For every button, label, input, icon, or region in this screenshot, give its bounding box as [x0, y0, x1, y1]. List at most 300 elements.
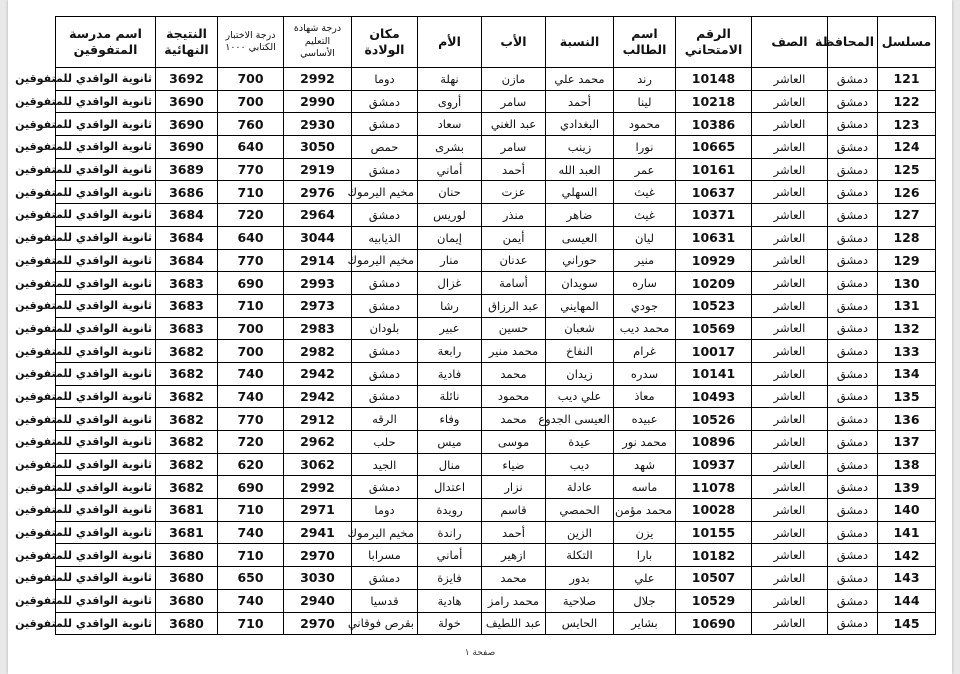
- cell-school-name: ثانوية الواقدي للمتفوقين: [56, 340, 156, 363]
- cell-school-name: ثانوية الواقدي للمتفوقين: [56, 272, 156, 295]
- cell-serial: 137: [878, 431, 936, 454]
- cell-governorate: دمشق: [828, 476, 878, 499]
- cell-grade: العاشر: [752, 385, 828, 408]
- cell-basic-cert-score: 2973: [284, 294, 352, 317]
- header-father: الأب: [482, 17, 546, 68]
- cell-serial: 142: [878, 544, 936, 567]
- cell-governorate: دمشق: [828, 136, 878, 159]
- table-row: [56, 317, 936, 340]
- document-page: [8, 0, 952, 674]
- cell-exam-number: 10182: [676, 544, 752, 567]
- cell-basic-cert-score: 2992: [284, 476, 352, 499]
- cell-governorate: دمشق: [828, 612, 878, 635]
- cell-serial: 124: [878, 136, 936, 159]
- cell-exam-number: 10929: [676, 249, 752, 272]
- cell-serial: 130: [878, 272, 936, 295]
- cell-governorate: دمشق: [828, 68, 878, 91]
- cell-father: أحمد: [482, 158, 546, 181]
- cell-student-name: غيث: [614, 204, 676, 227]
- cell-birthplace: مسرابا: [352, 544, 418, 567]
- cell-basic-cert-score: 3044: [284, 226, 352, 249]
- cell-mother: نائلة: [418, 385, 482, 408]
- cell-birthplace: حلب: [352, 431, 418, 454]
- cell-school-name: ثانوية الواقدي للمتفوقين: [56, 362, 156, 385]
- cell-grade: العاشر: [752, 113, 828, 136]
- cell-serial: 123: [878, 113, 936, 136]
- table-row: [56, 181, 936, 204]
- cell-mother: لوريس: [418, 204, 482, 227]
- cell-birthplace: قدسيا: [352, 589, 418, 612]
- table-row: [56, 499, 936, 522]
- cell-written-exam-score: 770: [218, 158, 284, 181]
- header-exam-number: الرقم الامتحاني: [676, 17, 752, 68]
- cell-student-name: محمد نور: [614, 431, 676, 454]
- header-mother: الأم: [418, 17, 482, 68]
- cell-father: عبد الغني: [482, 113, 546, 136]
- cell-birthplace: دمشق: [352, 340, 418, 363]
- cell-birthplace: الذيابيه: [352, 226, 418, 249]
- cell-father: أيمن: [482, 226, 546, 249]
- cell-surname: العيسى الجدوع: [546, 408, 614, 431]
- header-student-name: اسم الطالب: [614, 17, 676, 68]
- cell-mother: أماني: [418, 158, 482, 181]
- cell-basic-cert-score: 3050: [284, 136, 352, 159]
- cell-school-name: ثانوية الواقدي للمتفوقين: [56, 181, 156, 204]
- cell-student-name: محمد مؤمن: [614, 499, 676, 522]
- cell-birthplace: مخيم اليرموك: [352, 249, 418, 272]
- cell-birthplace: دمشق: [352, 113, 418, 136]
- cell-exam-number: 10141: [676, 362, 752, 385]
- cell-serial: 141: [878, 521, 936, 544]
- cell-exam-number: 11078: [676, 476, 752, 499]
- cell-basic-cert-score: 2983: [284, 317, 352, 340]
- cell-student-name: لينا: [614, 90, 676, 113]
- table-row: [56, 589, 936, 612]
- cell-basic-cert-score: 2930: [284, 113, 352, 136]
- cell-basic-cert-score: 2962: [284, 431, 352, 454]
- cell-written-exam-score: 740: [218, 589, 284, 612]
- table-row: [56, 612, 936, 635]
- cell-father: محمد رامز: [482, 589, 546, 612]
- cell-written-exam-score: 740: [218, 385, 284, 408]
- cell-father: أسامة: [482, 272, 546, 295]
- cell-governorate: دمشق: [828, 589, 878, 612]
- header-written-exam-score: درجة الاختبار الكتابي ١٠٠٠: [218, 17, 284, 68]
- cell-written-exam-score: 710: [218, 294, 284, 317]
- cell-student-name: ليان: [614, 226, 676, 249]
- cell-basic-cert-score: 2990: [284, 90, 352, 113]
- cell-final-result: 3682: [156, 340, 218, 363]
- cell-basic-cert-score: 2941: [284, 521, 352, 544]
- cell-basic-cert-score: 2914: [284, 249, 352, 272]
- cell-mother: غزال: [418, 272, 482, 295]
- cell-birthplace: دمشق: [352, 567, 418, 590]
- cell-governorate: دمشق: [828, 317, 878, 340]
- cell-exam-number: 10148: [676, 68, 752, 91]
- cell-surname: ديب: [546, 453, 614, 476]
- cell-birthplace: بلودان: [352, 317, 418, 340]
- cell-father: قاسم: [482, 499, 546, 522]
- cell-student-name: بشاير: [614, 612, 676, 635]
- cell-student-name: عمر: [614, 158, 676, 181]
- cell-birthplace: دمشق: [352, 476, 418, 499]
- cell-final-result: 3682: [156, 385, 218, 408]
- cell-birthplace: دمشق: [352, 272, 418, 295]
- cell-mother: ميس: [418, 431, 482, 454]
- cell-serial: 140: [878, 499, 936, 522]
- cell-father: مازن: [482, 68, 546, 91]
- cell-serial: 132: [878, 317, 936, 340]
- cell-final-result: 3682: [156, 476, 218, 499]
- cell-mother: منال: [418, 453, 482, 476]
- header-surname: النسبة: [546, 17, 614, 68]
- cell-governorate: دمشق: [828, 340, 878, 363]
- cell-surname: علي ديب: [546, 385, 614, 408]
- cell-grade: العاشر: [752, 476, 828, 499]
- cell-written-exam-score: 690: [218, 272, 284, 295]
- cell-written-exam-score: 760: [218, 113, 284, 136]
- cell-grade: العاشر: [752, 136, 828, 159]
- cell-basic-cert-score: 2992: [284, 68, 352, 91]
- cell-birthplace: دمشق: [352, 158, 418, 181]
- table-row: [56, 158, 936, 181]
- cell-final-result: 3681: [156, 521, 218, 544]
- cell-final-result: 3683: [156, 294, 218, 317]
- cell-father: عزت: [482, 181, 546, 204]
- cell-surname: صلاحية: [546, 589, 614, 612]
- cell-father: ازهير: [482, 544, 546, 567]
- cell-exam-number: 10529: [676, 589, 752, 612]
- cell-written-exam-score: 640: [218, 226, 284, 249]
- cell-basic-cert-score: 2970: [284, 612, 352, 635]
- cell-school-name: ثانوية الواقدي للمتفوقين: [56, 136, 156, 159]
- cell-student-name: غيث: [614, 181, 676, 204]
- cell-school-name: ثانوية الواقدي للمتفوقين: [56, 385, 156, 408]
- cell-serial: 121: [878, 68, 936, 91]
- cell-father: عدنان: [482, 249, 546, 272]
- cell-mother: رشا: [418, 294, 482, 317]
- cell-exam-number: 10896: [676, 431, 752, 454]
- cell-student-name: نورا: [614, 136, 676, 159]
- cell-written-exam-score: 650: [218, 567, 284, 590]
- cell-school-name: ثانوية الواقدي للمتفوقين: [56, 589, 156, 612]
- cell-governorate: دمشق: [828, 431, 878, 454]
- cell-grade: العاشر: [752, 272, 828, 295]
- cell-governorate: دمشق: [828, 408, 878, 431]
- results-table: [15, 16, 936, 635]
- table-row: [56, 408, 936, 431]
- cell-mother: أروى: [418, 90, 482, 113]
- cell-serial: 126: [878, 181, 936, 204]
- cell-exam-number: 10526: [676, 408, 752, 431]
- cell-birthplace: دمشق: [352, 362, 418, 385]
- cell-exam-number: 10386: [676, 113, 752, 136]
- header-grade: الصف: [752, 17, 828, 68]
- table-row: [56, 113, 936, 136]
- cell-student-name: محمود: [614, 113, 676, 136]
- table-row: [56, 294, 936, 317]
- cell-governorate: دمشق: [828, 499, 878, 522]
- cell-exam-number: 10028: [676, 499, 752, 522]
- cell-birthplace: دمشق: [352, 385, 418, 408]
- cell-grade: العاشر: [752, 408, 828, 431]
- table-row: [56, 272, 936, 295]
- cell-basic-cert-score: 2940: [284, 589, 352, 612]
- cell-written-exam-score: 770: [218, 408, 284, 431]
- cell-father: سامر: [482, 90, 546, 113]
- cell-written-exam-score: 710: [218, 544, 284, 567]
- cell-father: عبد اللطيف: [482, 612, 546, 635]
- cell-surname: أحمد: [546, 90, 614, 113]
- cell-student-name: شهد: [614, 453, 676, 476]
- cell-final-result: 3680: [156, 612, 218, 635]
- table-row: [56, 68, 936, 91]
- cell-serial: 135: [878, 385, 936, 408]
- cell-exam-number: 10155: [676, 521, 752, 544]
- cell-written-exam-score: 710: [218, 612, 284, 635]
- cell-grade: العاشر: [752, 226, 828, 249]
- page-number: صفحة ١: [464, 648, 496, 658]
- cell-final-result: 3686: [156, 181, 218, 204]
- table-row: [56, 136, 936, 159]
- table-header-row: [56, 17, 936, 68]
- cell-exam-number: 10017: [676, 340, 752, 363]
- header-birthplace: مكان الولادة: [352, 17, 418, 68]
- cell-written-exam-score: 740: [218, 521, 284, 544]
- cell-exam-number: 10637: [676, 181, 752, 204]
- cell-written-exam-score: 700: [218, 340, 284, 363]
- cell-final-result: 3682: [156, 362, 218, 385]
- cell-birthplace: مخيم اليرموك: [352, 181, 418, 204]
- cell-serial: 122: [878, 90, 936, 113]
- cell-school-name: ثانوية الواقدي للمتفوقين: [56, 294, 156, 317]
- cell-student-name: ساره: [614, 272, 676, 295]
- cell-grade: العاشر: [752, 90, 828, 113]
- cell-basic-cert-score: 2964: [284, 204, 352, 227]
- cell-grade: العاشر: [752, 544, 828, 567]
- cell-school-name: ثانوية الواقدي للمتفوقين: [56, 317, 156, 340]
- cell-exam-number: 10493: [676, 385, 752, 408]
- table-row: [56, 249, 936, 272]
- cell-basic-cert-score: 2970: [284, 544, 352, 567]
- cell-governorate: دمشق: [828, 181, 878, 204]
- cell-surname: شعبان: [546, 317, 614, 340]
- cell-grade: العاشر: [752, 249, 828, 272]
- cell-school-name: ثانوية الواقدي للمتفوقين: [56, 158, 156, 181]
- cell-final-result: 3682: [156, 408, 218, 431]
- cell-father: محمد منير: [482, 340, 546, 363]
- cell-written-exam-score: 640: [218, 136, 284, 159]
- cell-father: محمد: [482, 362, 546, 385]
- cell-father: نزار: [482, 476, 546, 499]
- table-row: [56, 453, 936, 476]
- table-row: [56, 567, 936, 590]
- cell-grade: العاشر: [752, 612, 828, 635]
- cell-father: موسى: [482, 431, 546, 454]
- cell-school-name: ثانوية الواقدي للمتفوقين: [56, 453, 156, 476]
- cell-final-result: 3690: [156, 90, 218, 113]
- cell-written-exam-score: 720: [218, 204, 284, 227]
- cell-written-exam-score: 700: [218, 317, 284, 340]
- cell-governorate: دمشق: [828, 544, 878, 567]
- cell-surname: العيسى: [546, 226, 614, 249]
- cell-student-name: محمد ديب: [614, 317, 676, 340]
- cell-school-name: ثانوية الواقدي للمتفوقين: [56, 90, 156, 113]
- cell-father: محمود: [482, 385, 546, 408]
- cell-school-name: ثانوية الواقدي للمتفوقين: [56, 249, 156, 272]
- cell-birthplace: دمشق: [352, 90, 418, 113]
- cell-school-name: ثانوية الواقدي للمتفوقين: [56, 408, 156, 431]
- cell-student-name: جلال: [614, 589, 676, 612]
- cell-written-exam-score: 700: [218, 90, 284, 113]
- cell-surname: الحايس: [546, 612, 614, 635]
- cell-school-name: ثانوية الواقدي للمتفوقين: [56, 499, 156, 522]
- cell-student-name: علي: [614, 567, 676, 590]
- cell-mother: رابعة: [418, 340, 482, 363]
- cell-grade: العاشر: [752, 340, 828, 363]
- table-row: [56, 204, 936, 227]
- cell-surname: عيدة: [546, 431, 614, 454]
- table-row: [56, 521, 936, 544]
- cell-grade: العاشر: [752, 294, 828, 317]
- cell-father: محمد: [482, 408, 546, 431]
- cell-written-exam-score: 740: [218, 362, 284, 385]
- cell-final-result: 3690: [156, 136, 218, 159]
- cell-basic-cert-score: 2919: [284, 158, 352, 181]
- cell-surname: المهايني: [546, 294, 614, 317]
- cell-exam-number: 10523: [676, 294, 752, 317]
- cell-surname: النفاخ: [546, 340, 614, 363]
- cell-serial: 143: [878, 567, 936, 590]
- cell-father: سامر: [482, 136, 546, 159]
- cell-final-result: 3680: [156, 544, 218, 567]
- cell-father: أحمد: [482, 521, 546, 544]
- cell-school-name: ثانوية الواقدي للمتفوقين: [56, 544, 156, 567]
- cell-school-name: ثانوية الواقدي للمتفوقين: [56, 68, 156, 91]
- cell-grade: العاشر: [752, 499, 828, 522]
- cell-written-exam-score: 620: [218, 453, 284, 476]
- cell-basic-cert-score: 2942: [284, 385, 352, 408]
- cell-father: محمد: [482, 567, 546, 590]
- cell-mother: حنان: [418, 181, 482, 204]
- cell-serial: 144: [878, 589, 936, 612]
- cell-governorate: دمشق: [828, 294, 878, 317]
- cell-final-result: 3682: [156, 431, 218, 454]
- cell-student-name: عبيده: [614, 408, 676, 431]
- cell-governorate: دمشق: [828, 453, 878, 476]
- cell-surname: سويدان: [546, 272, 614, 295]
- cell-final-result: 3683: [156, 272, 218, 295]
- cell-governorate: دمشق: [828, 113, 878, 136]
- cell-basic-cert-score: 2942: [284, 362, 352, 385]
- cell-mother: إيمان: [418, 226, 482, 249]
- cell-exam-number: 10371: [676, 204, 752, 227]
- cell-serial: 134: [878, 362, 936, 385]
- cell-exam-number: 10218: [676, 90, 752, 113]
- cell-surname: بدور: [546, 567, 614, 590]
- cell-student-name: غرام: [614, 340, 676, 363]
- header-school-name: اسم مدرسة المتفوقين: [56, 17, 156, 68]
- cell-written-exam-score: 690: [218, 476, 284, 499]
- cell-surname: التكلة: [546, 544, 614, 567]
- cell-governorate: دمشق: [828, 249, 878, 272]
- cell-surname: الحمصي: [546, 499, 614, 522]
- cell-mother: فادية: [418, 362, 482, 385]
- cell-mother: اعتدال: [418, 476, 482, 499]
- table-row: [56, 385, 936, 408]
- cell-exam-number: 10209: [676, 272, 752, 295]
- cell-mother: راندة: [418, 521, 482, 544]
- cell-governorate: دمشق: [828, 226, 878, 249]
- cell-final-result: 3681: [156, 499, 218, 522]
- table-row: [56, 226, 936, 249]
- cell-final-result: 3684: [156, 249, 218, 272]
- cell-birthplace: الرقه: [352, 408, 418, 431]
- cell-final-result: 3682: [156, 453, 218, 476]
- cell-father: منذر: [482, 204, 546, 227]
- cell-written-exam-score: 700: [218, 68, 284, 91]
- table-row: [56, 90, 936, 113]
- cell-exam-number: 10665: [676, 136, 752, 159]
- cell-mother: فايزة: [418, 567, 482, 590]
- cell-grade: العاشر: [752, 204, 828, 227]
- cell-school-name: ثانوية الواقدي للمتفوقين: [56, 204, 156, 227]
- cell-exam-number: 10690: [676, 612, 752, 635]
- cell-written-exam-score: 710: [218, 181, 284, 204]
- cell-written-exam-score: 720: [218, 431, 284, 454]
- cell-exam-number: 10937: [676, 453, 752, 476]
- cell-exam-number: 10569: [676, 317, 752, 340]
- cell-grade: العاشر: [752, 68, 828, 91]
- table-row: [56, 544, 936, 567]
- cell-student-name: رند: [614, 68, 676, 91]
- cell-birthplace: حمص: [352, 136, 418, 159]
- cell-student-name: ماسه: [614, 476, 676, 499]
- cell-grade: العاشر: [752, 158, 828, 181]
- cell-final-result: 3692: [156, 68, 218, 91]
- cell-final-result: 3680: [156, 567, 218, 590]
- cell-mother: نهلة: [418, 68, 482, 91]
- cell-basic-cert-score: 2993: [284, 272, 352, 295]
- cell-serial: 127: [878, 204, 936, 227]
- cell-birthplace: بقرص فوقاني: [352, 612, 418, 635]
- cell-surname: محمد علي: [546, 68, 614, 91]
- cell-serial: 138: [878, 453, 936, 476]
- cell-mother: بشرى: [418, 136, 482, 159]
- cell-birthplace: دوما: [352, 68, 418, 91]
- cell-school-name: ثانوية الواقدي للمتفوقين: [56, 612, 156, 635]
- cell-surname: زينب: [546, 136, 614, 159]
- header-governorate: المحافظة: [828, 17, 878, 68]
- cell-basic-cert-score: 2976: [284, 181, 352, 204]
- cell-serial: 139: [878, 476, 936, 499]
- cell-school-name: ثانوية الواقدي للمتفوقين: [56, 431, 156, 454]
- cell-governorate: دمشق: [828, 385, 878, 408]
- cell-governorate: دمشق: [828, 158, 878, 181]
- cell-governorate: دمشق: [828, 90, 878, 113]
- cell-grade: العاشر: [752, 521, 828, 544]
- cell-student-name: معاذ: [614, 385, 676, 408]
- cell-mother: أماني: [418, 544, 482, 567]
- cell-final-result: 3684: [156, 204, 218, 227]
- cell-serial: 125: [878, 158, 936, 181]
- header-basic-cert-score: درجة شهادة التعليم الأساسي: [284, 17, 352, 68]
- cell-grade: العاشر: [752, 589, 828, 612]
- cell-surname: الزين: [546, 521, 614, 544]
- cell-school-name: ثانوية الواقدي للمتفوقين: [56, 113, 156, 136]
- cell-student-name: بارا: [614, 544, 676, 567]
- cell-grade: العاشر: [752, 453, 828, 476]
